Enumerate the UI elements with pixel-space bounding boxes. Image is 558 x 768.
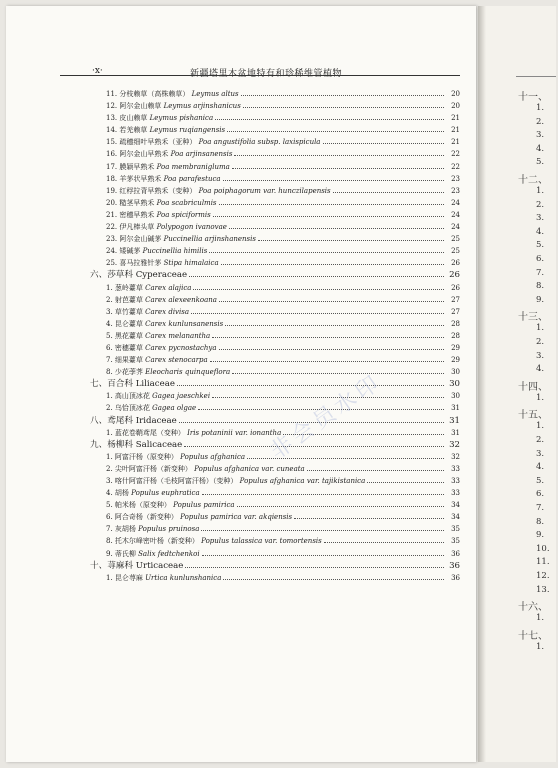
toc-page-number: 35 [451,525,460,534]
next-page-entry: 4. [536,364,545,375]
watermark: 非会员水印 [265,369,387,465]
toc-entry-text: 1. 蓝花卷鞘鸢尾（变种） [106,428,185,437]
toc-entry-text: 13. 皮山赖草 [106,114,148,123]
toc-entry-text: 22. 伊凡棒头草 [106,223,155,232]
toc-entry-text: 2. 射芭薹草 [106,295,143,304]
book-title: 新疆塔里木盆地特有和珍稀维管植物 [189,69,342,79]
toc-entry-latin: Carex stenocarpa [145,356,208,365]
leader-dots [241,94,444,96]
toc-page-number: 25 [451,235,460,244]
next-page-section: 十七、 [518,630,548,642]
toc-entry-latin: Gagea jaeschkei [152,392,211,401]
toc-page-number: 21 [451,126,460,135]
toc-entry[interactable] [60,523,460,535]
toc-entry-latin: Stipa himalaica [163,259,219,268]
toc-page-number: 36 [449,560,460,571]
toc-entry-label [106,451,245,463]
leader-dots [209,251,444,253]
toc-entry-text: 8. 少花荸荠 [106,368,143,377]
toc-section[interactable] [60,378,460,390]
next-page-entry: 5. [536,475,545,486]
toc-entry-latin: Poa scabriculmis [156,198,217,207]
toc-entry[interactable] [60,100,460,112]
toc-entry-latin: Leymus ruqiangensis [149,126,226,135]
toc-entry-latin: Carex melanantha [145,331,211,340]
toc-entry-latin: Cyperaceae [135,270,188,281]
toc-entry-label [106,209,211,221]
toc-entry[interactable] [60,161,460,173]
next-page-entry: 9. [536,294,545,305]
next-page-entry: 10. [536,543,550,554]
next-page-entry: 4. [536,226,545,237]
next-page-entry: 5. [536,157,545,168]
toc-entry-label [106,572,221,584]
toc-page-number: 25 [451,247,460,256]
toc-entry-label [106,475,365,487]
toc-entry-label [90,378,175,390]
toc-entry-latin: Populus euphratica [131,489,200,498]
toc-entry[interactable] [60,294,460,306]
leader-dots [219,203,444,205]
leader-dots [185,566,444,568]
toc-page-number: 36 [451,573,460,582]
toc-entry[interactable] [60,233,460,245]
toc-entry-label [106,245,207,257]
toc-entry[interactable] [60,209,460,221]
toc-entry-latin: Carex alajica [145,283,192,292]
toc-entry-label [106,306,189,318]
toc-entry-text: 十、荨麻科 [90,560,133,571]
toc-entry-label [106,257,219,269]
toc-entry[interactable] [60,402,460,414]
toc-entry-label [106,511,292,523]
next-page-entry: 1. [536,641,545,652]
toc-page-number: 31 [449,415,460,426]
leader-dots [215,118,444,120]
toc-page-number: 33 [451,464,460,473]
toc-entry-latin: Eleocharis quinqueflora [145,368,231,377]
toc-entry-text: 4. 胡杨 [106,489,129,498]
next-page-entry: 9. [536,530,545,541]
toc-entry-text: 16. 阿尔金山早熟禾 [106,150,169,159]
toc-entry-label [106,499,235,511]
leader-dots [232,372,444,374]
leader-dots [367,481,444,483]
leader-dots [223,179,444,181]
toc-entry-latin: Liliaceae [135,379,175,390]
toc-entry-label [106,197,217,209]
toc-entry-text: 6. 阿合奇杨（新变种） [106,513,178,522]
toc-entry-text: 25. 喜马拉雅针茅 [106,259,162,268]
leader-dots [219,300,444,302]
next-page-entry: 7. [536,503,545,513]
toc-page-number: 34 [451,513,460,522]
next-page-entry: 12. [536,571,550,581]
toc-entry-text: 7. 细果薹草 [106,356,143,365]
toc-entry[interactable] [60,548,460,560]
leader-dots [219,348,444,350]
toc-entry-latin: Urticaceae [135,560,184,571]
toc-entry-label [106,402,196,414]
toc-page-number: 34 [451,501,460,510]
toc-entry-latin: Populus afghanica var. tajikistanica [239,477,366,485]
toc-entry-text: 21. 密穗早熟禾 [106,210,155,219]
next-page-entry: 3. [536,350,545,361]
toc-entry-text: 5. 帕米杨（原变种） [106,501,171,510]
toc-entry-text: 24. 矮碱茅 [106,247,141,256]
toc-page-number: 29 [451,356,460,365]
toc-page-number: 23 [451,186,460,195]
toc-page-number: 30 [451,368,460,377]
toc-entry-latin: Salix fedtchenkoi [138,549,200,558]
leader-dots [213,215,444,217]
toc-entry-latin: Puccinellia himilis [142,247,208,256]
toc-page-number: 26 [451,259,460,268]
toc-page-number: 32 [449,439,460,450]
toc-entry[interactable] [60,451,460,463]
toc-page-number: 27 [451,295,460,304]
toc-page-number: 23 [451,174,460,183]
toc-entry-text: 18. 羊茅状早熟禾 [106,174,162,183]
toc-entry[interactable] [60,354,460,366]
leader-dots [221,263,444,265]
toc-entry-text: 1. 葱岭薹草 [106,283,143,292]
toc-entry-label [106,342,217,354]
leader-dots [258,239,444,241]
toc-entry-label [106,100,241,112]
leader-dots [232,167,444,169]
next-page-entry: 2. [536,337,545,347]
toc-entry-latin: Poa angustifolia subsp. laxispicula [198,138,321,147]
next-page-section: 十一、 [518,92,548,103]
toc-entry-label [106,463,305,475]
toc-entry-latin: Leymus altus [191,90,239,98]
toc-entry[interactable] [60,257,460,269]
toc-entry[interactable] [60,112,460,124]
toc-entry-label [106,173,221,185]
toc-entry[interactable] [60,197,460,209]
toc-entry-latin: Urtica kunlunshanica [145,573,222,582]
leader-dots [210,360,444,362]
toc-page-number: 26 [451,283,460,292]
toc-entry-text: 11. 分枝赖草（高株赖草） [106,90,190,98]
toc-entry-text: 23. 阿尔金山碱茅 [106,235,162,244]
toc-entry[interactable] [60,330,460,342]
leader-dots [324,541,444,543]
toc-entry-latin: Iris potaninii var. ionantha [187,428,282,437]
toc-entry-latin: Populus pamirica var. akqiensis [180,513,293,522]
toc-entry-label [106,523,199,535]
next-page-entry: 1. [536,103,545,113]
toc-entry[interactable] [60,427,460,439]
toc-entry-label [106,233,256,245]
leader-dots [202,493,444,495]
next-page-section: 十二、 [518,175,548,186]
toc-entry-latin: Carex divisa [145,307,190,316]
toc-entry[interactable] [60,390,460,402]
next-page-section: 十六、 [518,602,548,614]
toc-entry[interactable] [60,245,460,257]
toc-entry-label [106,535,322,547]
toc-entry-latin: Puccinellia arjinshanensis [163,235,256,244]
toc-page-number: 26 [449,270,460,281]
toc-page-number: 32 [451,452,460,461]
toc-entry[interactable] [60,148,460,160]
next-page-entry: 6. [536,254,545,264]
toc-entry-latin: Carex kunlunsanensis [145,319,224,328]
toc-entry[interactable] [60,88,460,100]
toc-entry-text: 1. 高山顶冰花 [106,392,150,401]
toc-entry-latin: Populus afghanica [180,452,246,461]
toc-page-number: 33 [451,489,460,498]
toc-page-number: 24 [451,210,460,219]
page-header [66,66,466,80]
toc-entry[interactable] [60,487,460,499]
leader-dots [243,106,444,108]
toc-entry-latin: Poa spiciformis [156,210,211,219]
toc-entry-label [106,282,191,294]
toc-entry-label [106,294,217,306]
leader-dots [225,324,444,326]
toc-entry-latin: Poa poiphagorum var. hunczilapensis [198,186,331,195]
leader-dots [234,154,444,156]
table-of-contents [60,88,460,584]
toc-page-number: 21 [451,138,460,147]
toc-entry[interactable] [60,282,460,294]
toc-entry-label [106,330,210,342]
toc-entry-latin: Poa parafestuca [163,174,221,183]
next-page-entry: 5. [536,240,545,251]
toc-entry-label [106,390,210,402]
next-page-entry: 2. [536,435,545,445]
toc-entry-latin: Populus talassica var. tomortensis [201,537,322,546]
toc-entry-latin: Iridaceae [135,415,177,426]
toc-entry-label [106,136,321,148]
next-page-entry: 1. [536,323,545,334]
toc-entry-label [106,221,227,233]
toc-entry-latin: Poa membranigluma [156,162,230,171]
next-page-entry: 2. [536,199,545,210]
next-page-entry: 1. [536,186,545,196]
toc-page-number: 20 [451,102,460,111]
toc-entry-latin: Populus pruinosa [138,525,200,534]
next-page-entry: 8. [536,281,545,292]
toc-entry-text: 2. 尖叶阿富汗杨（新变种） [106,464,192,473]
toc-entry-text: 5. 黑花薹草 [106,331,143,340]
leader-dots [333,191,444,193]
next-page-section: 十四、 [518,381,548,393]
next-page-entry: 1. [536,392,545,403]
toc-page-number: 22 [451,162,460,171]
toc-entry-text: 2. 乌恰顶冰花 [106,404,150,413]
next-page-entry: 4. [536,143,545,154]
toc-entry-text: 1. 阿富汗杨（原变种） [106,452,178,461]
toc-page-number: 24 [451,198,460,207]
toc-entry-label [106,318,223,330]
leader-dots [212,336,444,338]
toc-entry-text: 20. 糙茎早熟禾 [106,198,155,207]
toc-entry-latin: Populus afghanica var. cuneata [194,464,305,473]
toc-section[interactable] [60,415,460,427]
toc-entry-label [106,161,230,173]
toc-entry-label [106,124,225,136]
toc-entry[interactable] [60,185,460,197]
toc-entry-label [106,112,213,124]
toc-entry[interactable] [60,173,460,185]
toc-entry[interactable] [60,535,460,547]
next-page-entry: 4. [536,462,545,473]
leader-dots [193,288,444,290]
leader-dots [307,469,444,471]
toc-page-number: 24 [451,223,460,232]
toc-page-number: 22 [451,150,460,159]
toc-entry[interactable] [60,475,460,487]
toc-entry-text: 15. 疏穗细叶早熟禾（亚种） [106,138,197,147]
toc-section[interactable] [60,269,460,281]
leader-dots [229,227,444,229]
toc-page-number: 30 [449,379,460,390]
toc-entry-text: 6. 密穗薹草 [106,343,143,352]
next-page-entry: 1. [536,613,545,624]
leader-dots [294,517,444,519]
next-page-section: 十三、 [518,312,548,324]
leader-dots [177,384,444,386]
toc-page-number: 29 [451,343,460,352]
toc-entry-text: 3. 草竹薹草 [106,307,143,316]
toc-entry[interactable] [60,572,460,584]
toc-section[interactable] [60,439,460,451]
toc-entry[interactable] [60,318,460,330]
next-page-entry: 3. [536,130,545,141]
next-page-entry: 13. [536,584,550,595]
toc-entry[interactable] [60,221,460,233]
toc-entry-label [106,148,232,160]
toc-page-number: 31 [451,404,460,413]
leader-dots [323,142,445,144]
toc-entry-label [90,415,177,427]
next-page-entry: 3. [536,448,545,459]
toc-page-number: 30 [451,392,460,401]
toc-entry-text: 六、莎草科 [90,270,133,281]
toc-entry-latin: Polypogon ivanovae [156,223,227,232]
toc-entry-latin: Poa arjinsanensis [170,150,233,159]
toc-entry[interactable] [60,342,460,354]
toc-entry-latin: Carex pycnostachya [145,343,217,352]
toc-entry-text: 3. 喀什阿富汗杨（毛枝阿富汗杨）（变种） [106,477,238,485]
toc-section[interactable] [60,560,460,572]
toc-entry-label [106,487,200,499]
toc-entry[interactable] [60,136,460,148]
toc-entry-text: 八、鸢尾科 [90,415,133,426]
toc-entry-label [106,354,208,366]
toc-page-number: 33 [451,477,460,485]
toc-entry-text: 4. 昆仑薹草 [106,319,143,328]
toc-entry-text: 8. 托木尔峰密叶杨（新变种） [106,537,199,546]
toc-entry[interactable] [60,306,460,318]
toc-page-number: 36 [451,549,460,558]
toc-entry-latin: Populus pamirica [173,501,235,510]
toc-entry[interactable] [60,499,460,511]
toc-entry-label [106,427,281,439]
toc-entry-label [90,439,182,451]
toc-entry-text: 七、百合科 [90,379,133,390]
header-rule [60,75,460,76]
toc-entry-text: 17. 膜颖早熟禾 [106,162,155,171]
toc-entry-label [90,269,187,281]
next-page-header-rule [516,76,556,77]
toc-page-number: 20 [451,90,460,98]
toc-entry-text: 9. 蒂氏柳 [106,549,136,558]
toc-page-number: 21 [451,114,460,123]
toc-entry[interactable] [60,511,460,523]
toc-page-number: 27 [451,307,460,316]
toc-entry-latin: Leymus arjinshanicus [163,102,241,111]
next-page-entry: 7. [536,267,545,278]
toc-page-number: 28 [451,331,460,340]
leader-dots [189,275,444,277]
next-page-entry: 6. [536,489,545,500]
toc-page-number: 35 [451,537,460,546]
next-page-entry: 3. [536,213,545,224]
toc-entry[interactable] [60,366,460,378]
toc-entry-latin: Salicaceae [135,439,183,450]
leader-dots [202,554,444,556]
leader-dots [191,312,444,314]
next-page-section: 十五、 [518,410,548,422]
toc-page-number: 28 [451,319,460,328]
next-page-entry: 8. [536,516,545,527]
next-page-entry: 1. [536,421,545,432]
toc-entry-label [106,88,239,100]
toc-entry[interactable] [60,124,460,136]
toc-entry-text: 1. 昆仑荨麻 [106,573,143,582]
toc-entry-text: 7. 灰胡杨 [106,525,136,534]
next-page-entry: 2. [536,116,545,127]
toc-entry-text: 九、杨柳科 [90,439,133,450]
toc-page-number: 31 [451,428,460,437]
next-page-edge [478,6,556,762]
toc-entry-text: 12. 阿尔金山赖草 [106,102,162,111]
leader-dots [227,130,444,132]
leader-dots [184,445,444,447]
toc-entry-label [90,560,183,572]
leader-dots [223,578,444,580]
toc-entry-text: 14. 若羌赖草 [106,126,148,135]
toc-entry-latin: Gagea olgae [152,404,197,413]
binding-shadow [478,6,486,762]
leader-dots [201,529,444,531]
leader-dots [237,505,444,507]
toc-entry-label [106,548,200,560]
page-number: ·x· [92,66,103,76]
toc-entry-text: 19. 红稃拉背早熟禾（变种） [106,186,197,195]
toc-entry-latin: Leymus pishanica [149,114,214,123]
toc-entry-label [106,366,230,378]
toc-entry-label [106,185,331,197]
next-page-entry: 11. [536,557,550,568]
toc-entry-latin: Carex alexeenkoana [145,295,217,304]
toc-entry[interactable] [60,463,460,475]
